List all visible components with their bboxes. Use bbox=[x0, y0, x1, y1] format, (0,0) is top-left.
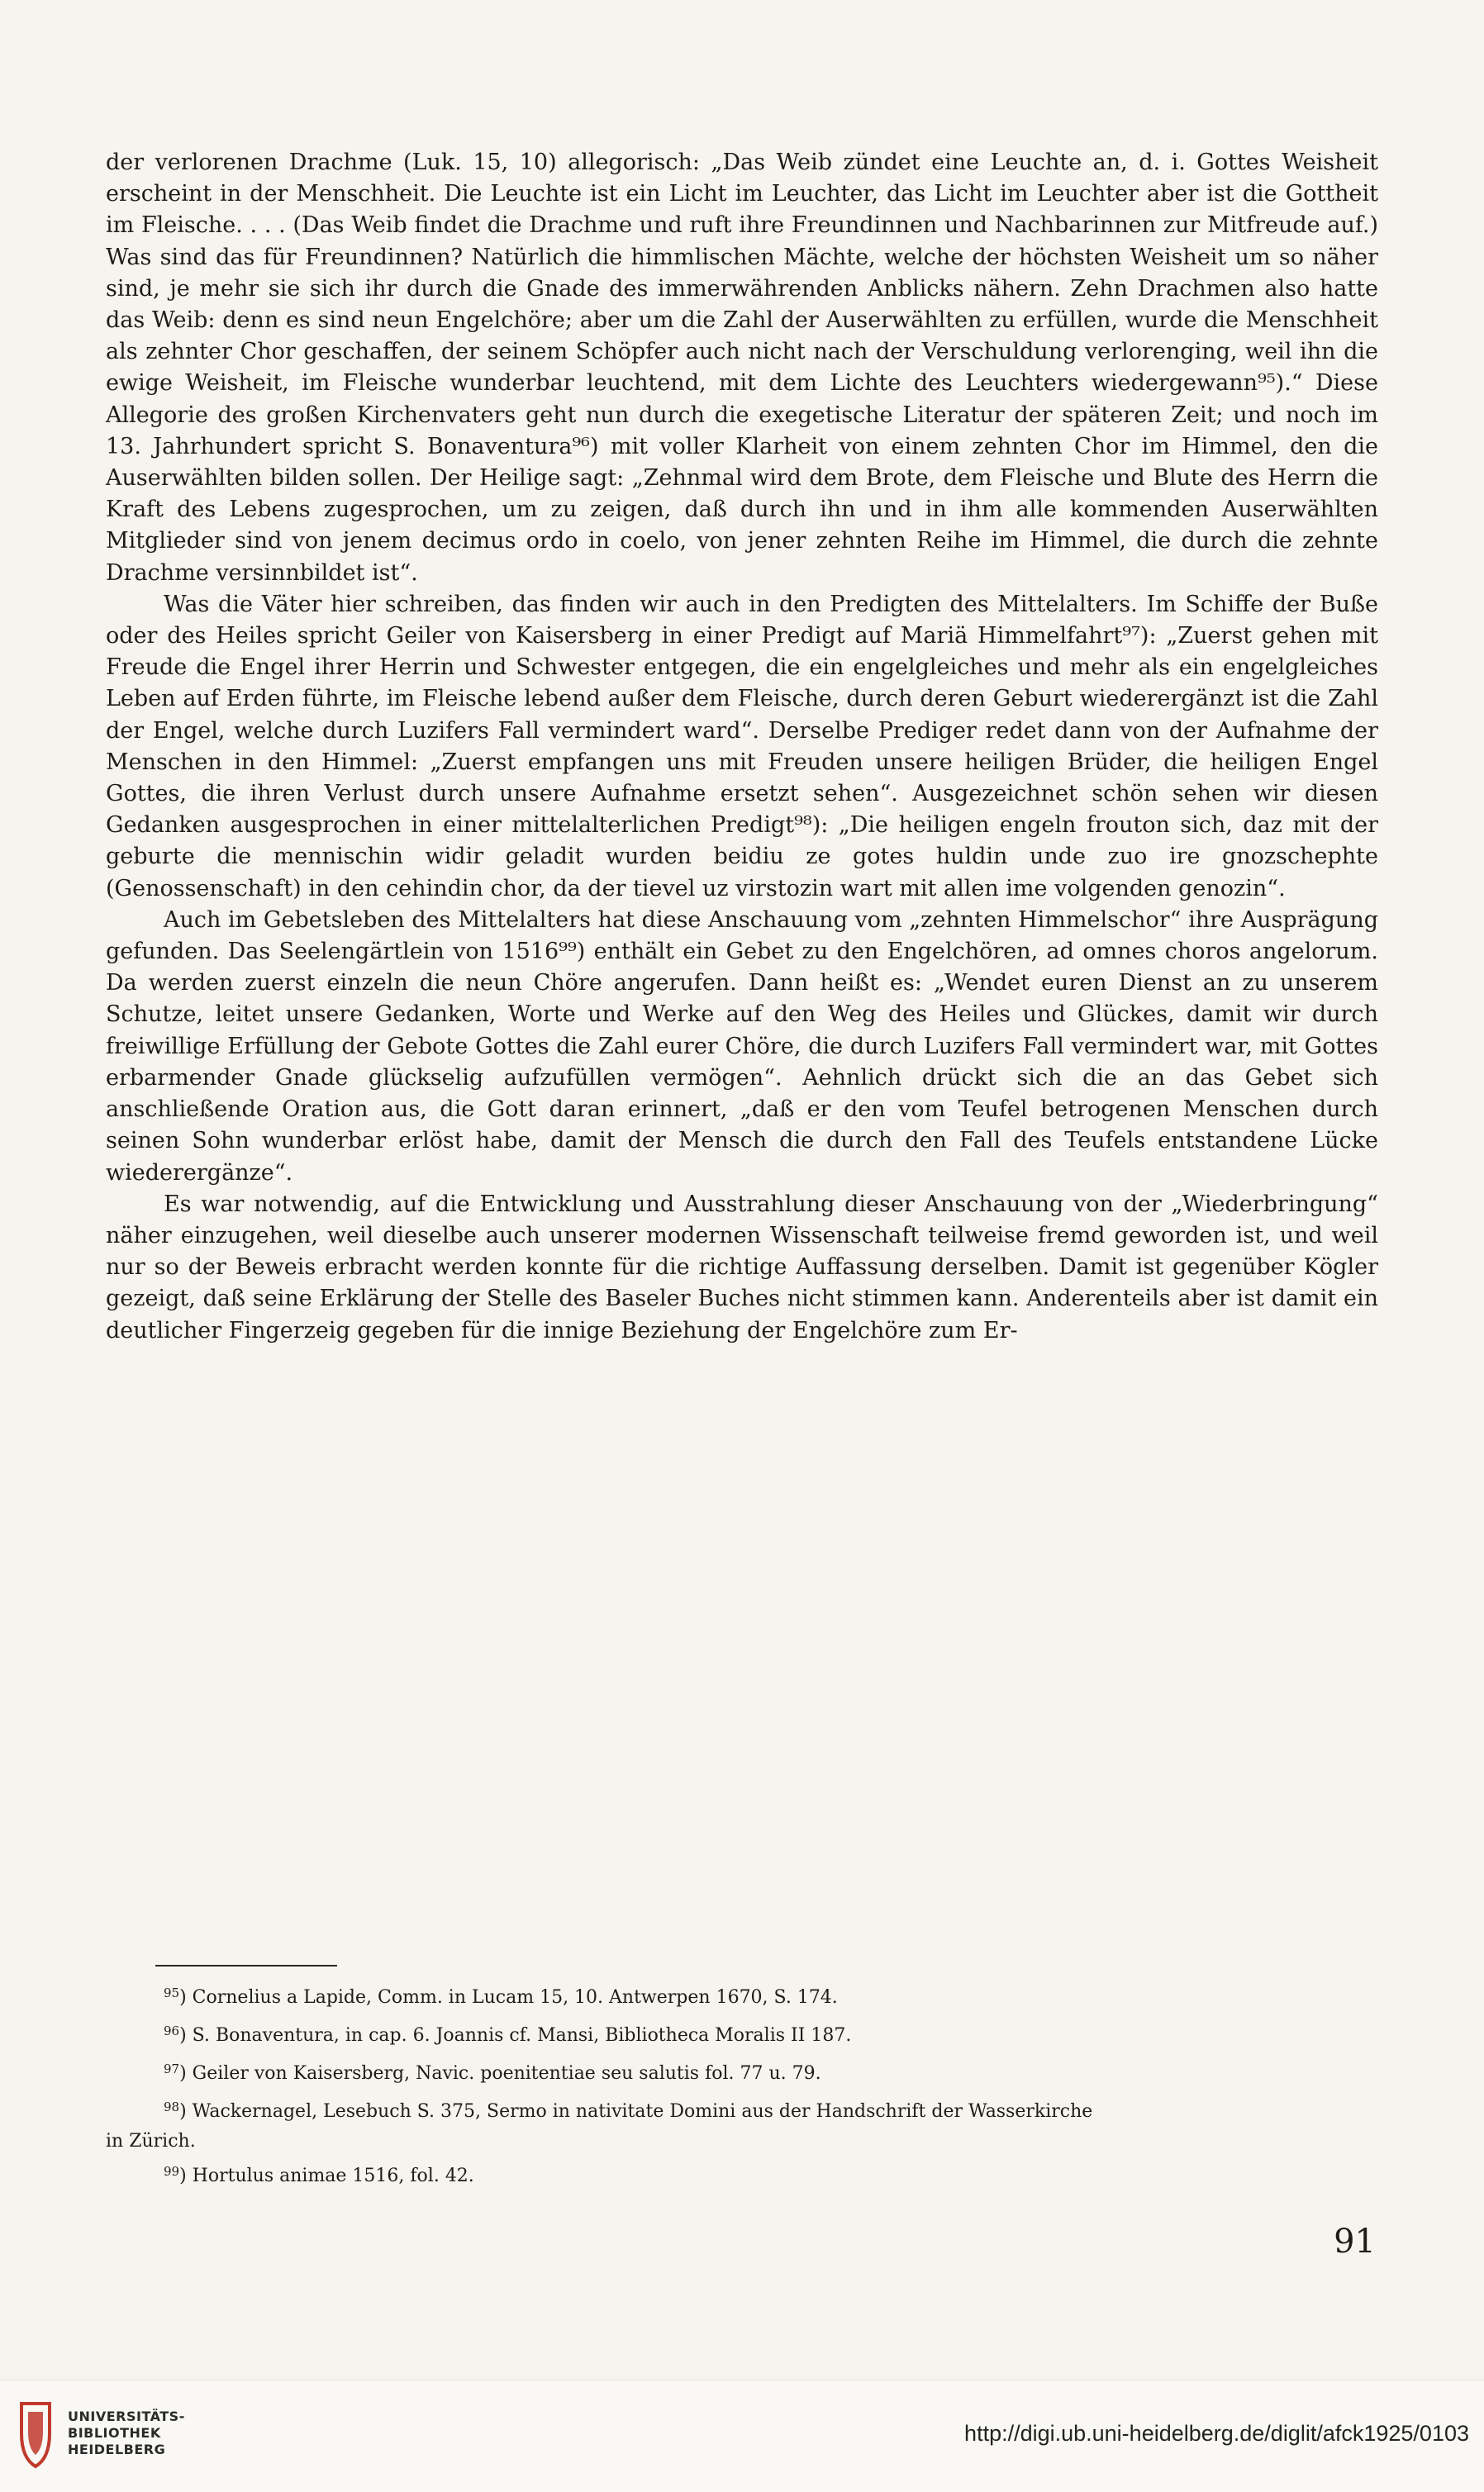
paragraph-1: der verlorenen Drachme (Luk. 15, 10) allegorisch: „Das Weib zündet eine Leuchte an, d. i. Gottes Weisheit erscheint in der Menschheit. Die Leuchte ist ein Licht im Leuchter, das Licht im Leuchter aber ist die Gottheit im Fleische. . . . (Das Weib findet die Drachme und ruft ihre Freundinnen und Nachbarinnen zur Mitfreude auf.) Was sind das für Freundinnen? Natürlich die himmlischen Mächte, welche der höchsten Weisheit um so näher sind, je mehr sie sich ihr durch die Gnade des immerwährenden Anblicks nähern. Zehn Drachmen also hatte das Weib: denn es sind neun Engelchöre; aber um die Zahl der Auserwählten zu erfüllen, wurde die Menschheit als zehnter Chor geschaffen, der seinem Schöpfer auch nicht nach der Verschuldung verlorenging, weil ihn die ewige Weisheit, im Fleische wunderbar leuchtend, mit dem Lichte des Leuchters wiedergewann⁹⁵).“ Diese Allegorie des großen Kirchenvaters geht nun durch die exegetische Literatur der späteren Zeit; und noch im 13. Jahrhundert spricht S. Bonaventura⁹⁶) mit voller Klarheit von einem zehnten Chor im Himmel, den die Auserwählten bilden sollen. Der Heilige sagt: „Zehnmal wird dem Brote, dem Fleische und Blute des Herrn die Kraft des Lebens zugesprochen, um zu zeigen, daß durch ihn und in ihm alle kommenden Auserwählten Mitglieder sind von jenem decimus ordo in coelo, von jener zehnten Reihe im Himmel, die durch die zehnte Drachme versinnbildet ist“. bbox=[106, 150, 1378, 586]
footnote-99: $^{99}$) Hortulus animae 1516, fol. 42. bbox=[164, 2164, 474, 2186]
page-number: 91 bbox=[1334, 2223, 1376, 2261]
paragraph-4: Es war notwendig, auf die Entwicklung und Ausstrahlung dieser Anschauung von der „Wiederbringung“ näher einzugehen, weil dieselbe auch unserer modernen Wissenschaft teilweise fremd geworden ist, und weil nur so der Beweis erbracht werden konnte für die richtige Auffassung derselben. Damit ist gegenüber Kögler gezeigt, daß seine Erklärung der Stelle des Baseler Buches nicht stimmen kann. Anderenteils aber ist damit ein deutlicher Fingerzeig gegeben für die innige Beziehung der Engelchöre zum Er- bbox=[106, 1191, 1378, 1343]
footnote-97: $^{97}$) Geiler von Kaisersberg, Navic. poenitentiae seu salutis fol. 77 u. 79. bbox=[164, 2062, 821, 2084]
footnote-text: S. Bonaventura, in cap. 6. Joannis cf. Mansi, Bibliotheca Moralis II 187. bbox=[192, 2025, 852, 2046]
university-library-logo-icon bbox=[15, 2400, 56, 2470]
footnote-95: $^{95}$) Cornelius a Lapide, Comm. in Lucam 15, 10. Antwerpen 1670, S. 174. bbox=[164, 1986, 838, 2008]
footnote-text: Geiler von Kaisersberg, Navic. poenitentiae seu salutis fol. 77 u. 79. bbox=[192, 2063, 821, 2084]
footnote-number: 99 bbox=[164, 2164, 180, 2179]
footnote-number: 96 bbox=[164, 2024, 180, 2038]
footnote-divider bbox=[155, 1965, 337, 1966]
footnote-text: Hortulus animae 1516, fol. 42. bbox=[192, 2166, 474, 2186]
paragraph-3: Auch im Gebetsleben des Mittelalters hat diese Anschauung vom „zehnten Himmelschor“ ihre Ausprägung gefunden. Das Seelengärtlein von 1516⁹⁹) enthält ein Gebet zu den Engelchören, ad omnes choros angelorum. Da werden zuerst einzeln die neun Chöre angerufen. Dann heißt es: „Wendet euren Dienst an zu unserem Schutze, leitet unsere Gedanken, Worte und Werke auf den Weg des Heiles und Glückes, damit wir durch freiwillige Erfüllung der Gebote Gottes die Zahl eurer Chöre, die durch Luzifers Fall vermindert war, mit Gottes erbarmender Gnade glückselig aufzufüllen vermögen“. Aehnlich drückt sich die an das Gebet sich anschließende Oration aus, die Gott daran erinnert, „daß er den vom Teufel betrogenen Menschen durch seinen Sohn wunderbar erlöst habe, damit der Mensch die durch den Fall des Teufels entstandene Lücke wiederergänze“. bbox=[106, 906, 1378, 1186]
source-url-link[interactable]: http://digi.ub.uni-heidelberg.de/diglit/afck1925/0103 bbox=[964, 2421, 1469, 2446]
footnotes bbox=[106, 1976, 1378, 2193]
library-name-line-1: UNIVERSITÄTS- bbox=[68, 2409, 185, 2424]
footnote-98-continuation: in Zürich. bbox=[106, 2131, 196, 2152]
footnote-96: $^{96}$) S. Bonaventura, in cap. 6. Joannis cf. Mansi, Bibliotheca Moralis II 187. bbox=[164, 2024, 852, 2046]
footnote-number: 98 bbox=[164, 2100, 180, 2114]
paragraph-2: Was die Väter hier schreiben, das finden wir auch in den Predigten des Mittelalters. Im Schiffe der Buße oder des Heiles spricht Geiler von Kaisersberg in einer Predigt auf Mariä Himmelfahrt⁹⁷): „Zuerst gehen mit Freude die Engel ihrer Herrin und Schwester entgegen, die ein engelgleiches und mehr als ein engelgleiches Leben auf Erden führte, im Fleische lebend außer dem Fleische, durch deren Geburt wiederergänzt ist die Zahl der Engel, welche durch Luzifers Fall vermindert ward“. Derselbe Prediger redet dann von der Aufnahme der Menschen in den Himmel: „Zuerst empfangen uns mit Freuden unsere heiligen Brüder, die heiligen Engel Gottes, die ihren Verlust durch unsere Aufnahme ersetzt sehen“. Ausgezeichnet schön sehen wir diesen Gedanken ausgesprochen in einer mittelalterlichen Predigt⁹⁸): „Die heiligen engeln frouton sich, daz mit der geburte die mennischin widir geladit wurden beidiu ze gotes huldin unde zuo ire gnozschephte (Genossenschaft) in den cehindin chor, da der tievel uz virstozin wart mit allen ime volgenden genozin“. bbox=[106, 591, 1378, 901]
library-name bbox=[68, 2409, 185, 2458]
library-name-line-3: HEIDELBERG bbox=[68, 2442, 166, 2457]
footnote-text: Cornelius a Lapide, Comm. in Lucam 15, 10. Antwerpen 1670, S. 174. bbox=[192, 1987, 838, 2008]
footnote-number: 95 bbox=[164, 1986, 180, 2000]
footnote-text: Wackernagel, Lesebuch S. 375, Sermo in nativitate Domini aus der Handschrift der Wasserkirche bbox=[192, 2101, 1093, 2122]
footnote-98: $^{98}$) Wackernagel, Lesebuch S. 375, Sermo in nativitate Domini aus der Handschrift der Wasserkirche bbox=[164, 2100, 1093, 2122]
main-text bbox=[106, 147, 1378, 1347]
footnote-number: 97 bbox=[164, 2062, 180, 2076]
library-name-line-2: BIBLIOTHEK bbox=[68, 2425, 161, 2441]
